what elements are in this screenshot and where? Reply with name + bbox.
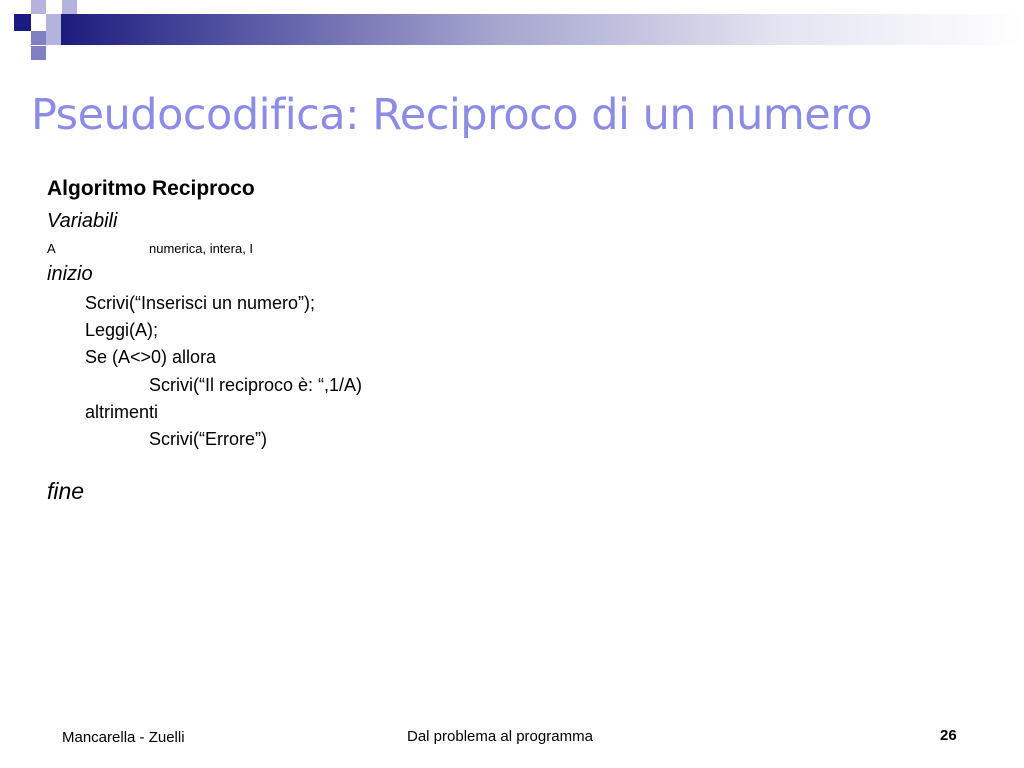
decor-square-light: [46, 14, 61, 31]
decor-square-navy: [14, 14, 31, 31]
header-gradient-bar: [61, 14, 1024, 45]
code-line: altrimenti: [85, 402, 159, 422]
algorithm-heading: Algoritmo Reciproco: [47, 177, 255, 200]
code-line: Scrivi(“Inserisci un numero”);: [85, 293, 316, 313]
page-number: 26: [940, 727, 957, 744]
decor-square-mid: [31, 46, 46, 60]
decor-square-light: [62, 0, 77, 14]
footer-title: Dal problema al programma: [407, 728, 593, 745]
end-label: fine: [47, 478, 85, 504]
code-line: Se (A<>0) allora: [85, 347, 217, 367]
footer-author: Mancarella - Zuelli: [62, 729, 185, 746]
code-line: Scrivi(“Errore”): [149, 429, 267, 449]
decor-square-mid: [31, 31, 46, 45]
variable-name: A: [47, 241, 56, 256]
decor-square-light: [46, 31, 61, 45]
variable-type: numerica, intera, I: [149, 241, 254, 256]
code-line: Scrivi(“Il reciproco è: “,1/A): [149, 375, 363, 395]
slide-title: Pseudocodifica: Reciproco di un numero: [31, 90, 873, 140]
code-line: Leggi(A);: [85, 320, 159, 340]
start-label: inizio: [47, 263, 93, 285]
variables-label: Variabili: [47, 210, 118, 232]
decor-square-light: [31, 0, 46, 14]
